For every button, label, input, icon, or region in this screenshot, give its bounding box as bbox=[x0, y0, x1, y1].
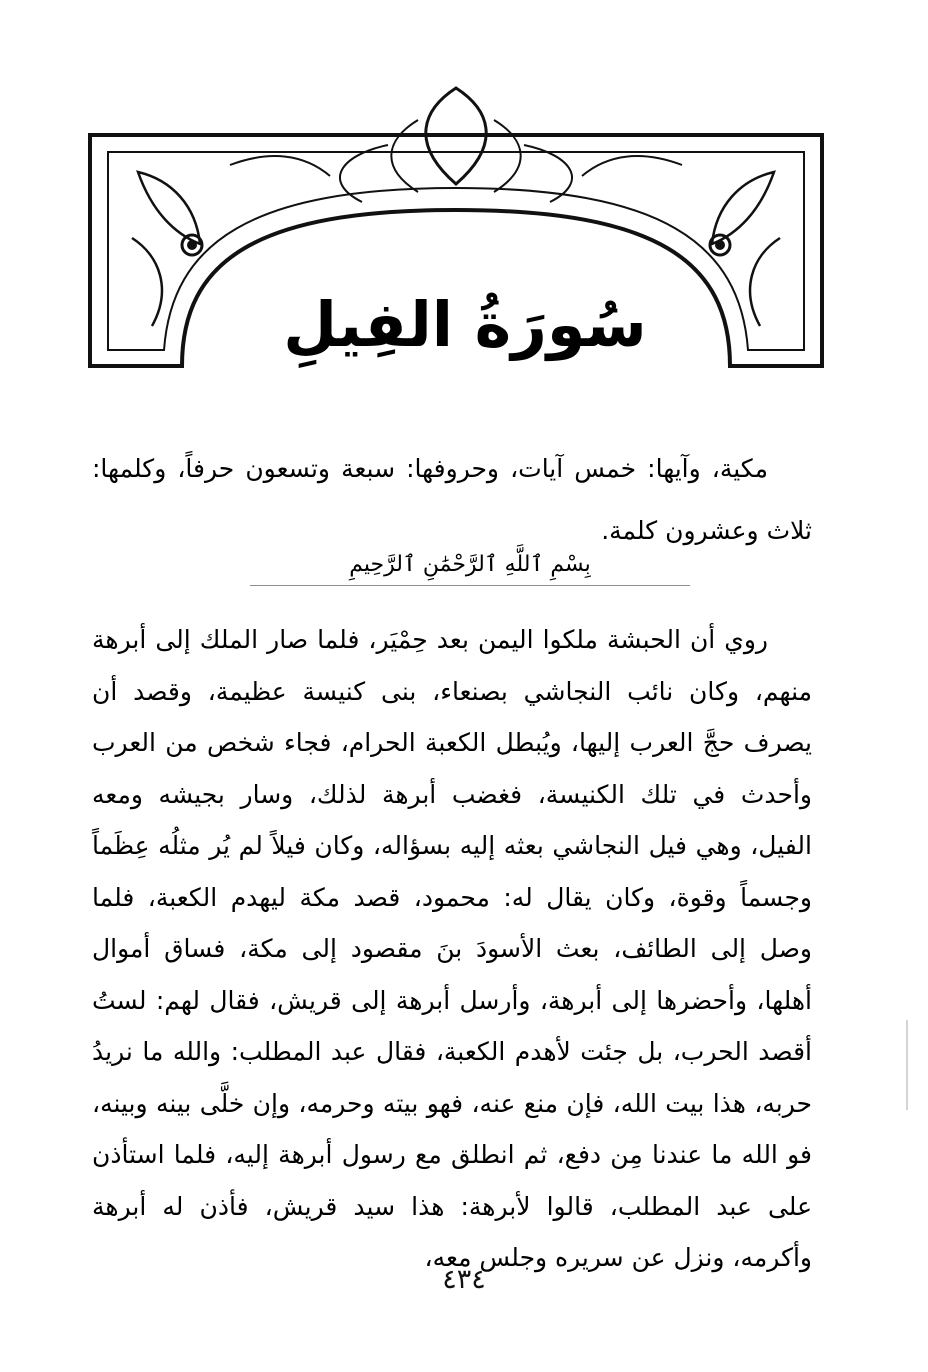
basmala-underline bbox=[250, 585, 690, 586]
intro-text: مكية، وآيها: خمس آيات، وحروفها: سبعة وتسعون حرفاً، وكلمها: ثلاث وعشرون كلمة. bbox=[92, 454, 812, 545]
main-text: روي أن الحبشة ملكوا اليمن بعد حِمْيَر، فلما صار الملك إلى أبرهة منهم، وكان نائب النجاشي بصنعاء، بنى كنيسة عظيمة، وقصد أن يصرف حجَّ العرب إليها، ويُبطل الكعبة الحرام، فجاء شخص من العرب وأحدث في تلك الكنيسة، فغضب أبرهة لذلك، وسار بجيشه ومعه الفيل، وهي فيل النجاشي بعثه إليه بسؤاله، وكان فيلاً لم يُر مثلُه عِظَماً وجسماً وقوة، وكان يقال له: محمود، قصد مكة ليهدم الكعبة، فلما وصل إلى الطائف، بعث الأسودَ بنَ مقصود إلى مكة، فساق أموال أهلها، وأحضرها إلى أبرهة، وأرسل أبرهة إلى قريش، فقال لهم: لستُ أقصد الحرب، بل جئت لأهدم الكعبة، فقال عبد المطلب: والله ما نريدُ حربه، هذا بيت الله، فإن منع عنه، فهو بيته وحرمه، وإن خلَّى بينه وبينه، فو الله ما عندنا مِن دفع، ثم انطلق مع رسول أبرهة إليه، فلما استأذن على عبد المطلب، قالوا لأبرهة: هذا سيد قريش، فأذن له أبرهة وأكرمه، ونزل عن سريره وجلس معه، bbox=[92, 625, 812, 1272]
page-number: ٤٣٤ bbox=[442, 1264, 486, 1295]
surah-title: سُورَةُ الفِيلِ bbox=[283, 288, 647, 361]
margin-mark bbox=[906, 1020, 908, 1110]
basmala: بِسْمِ ٱللَّهِ ٱلرَّحْمَٰنِ ٱلرَّحِيمِ bbox=[349, 552, 591, 577]
